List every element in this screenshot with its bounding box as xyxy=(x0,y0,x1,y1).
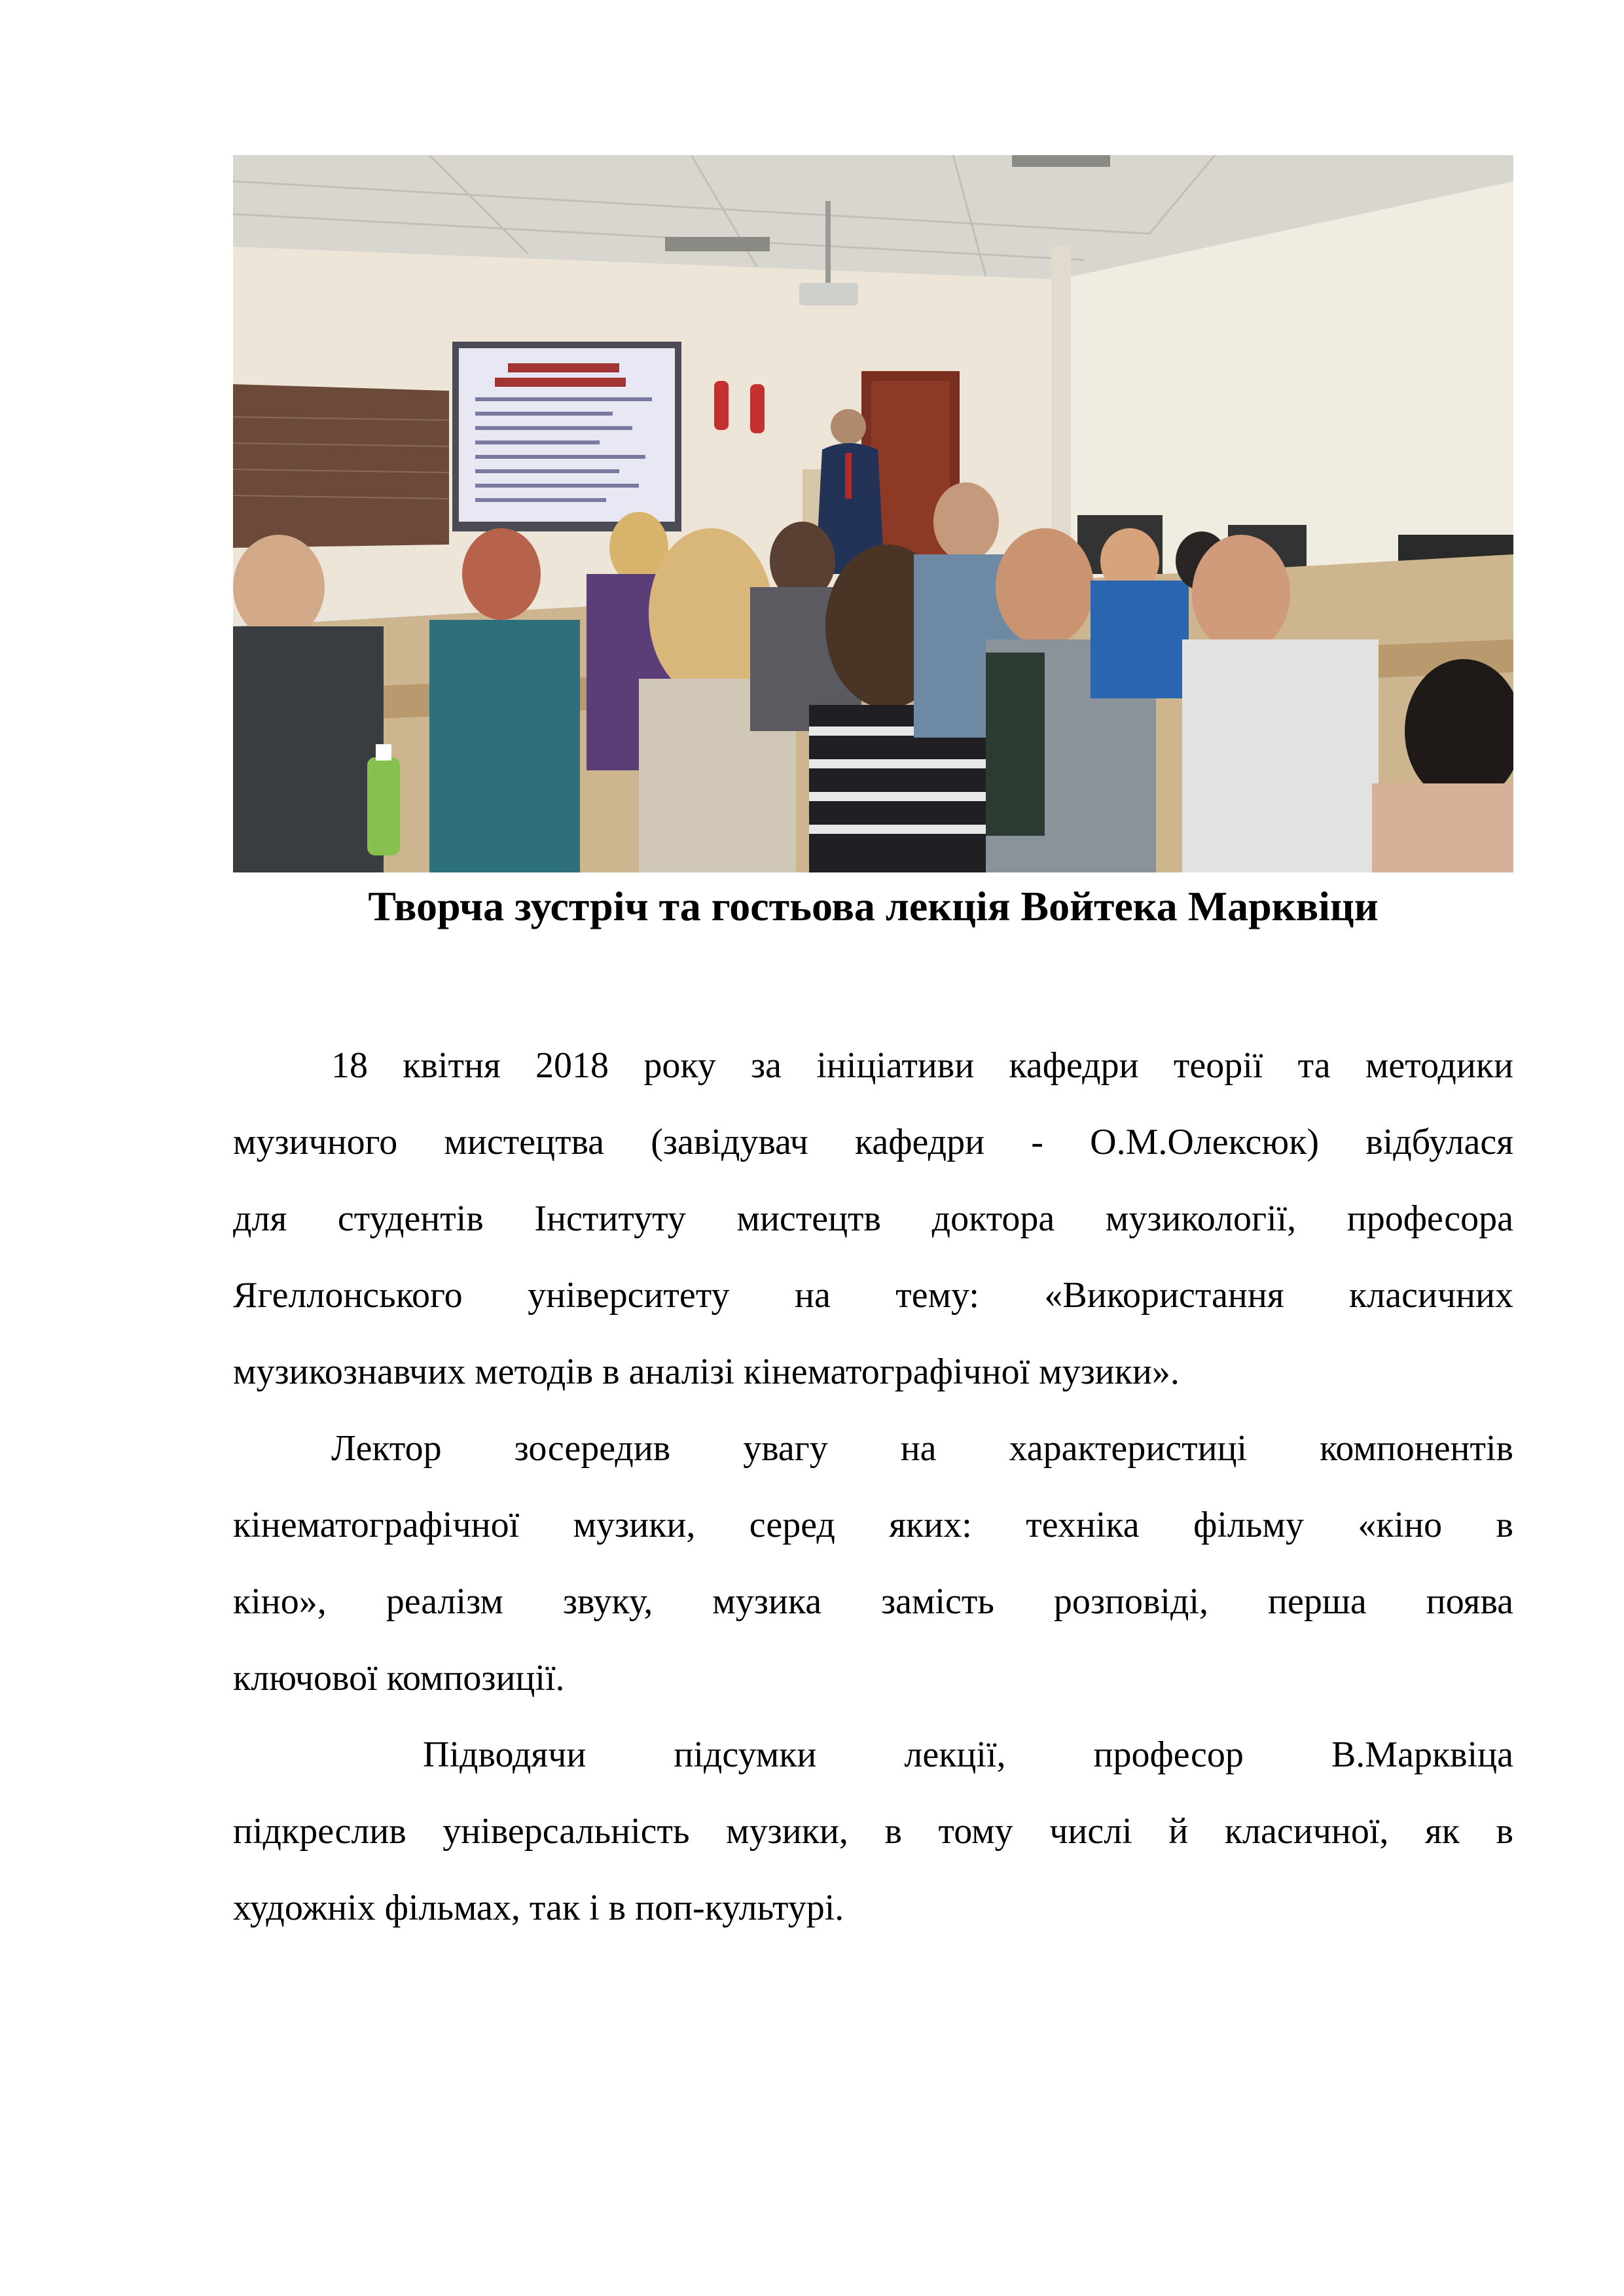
paragraph-1 xyxy=(233,1028,1513,1410)
text-line: музичного мистецтва (завідувач кафедри - О.М.Олексюк) відбулася xyxy=(233,1122,1513,1162)
text-line: художніх фільмах, так і в поп-культурі. xyxy=(233,1888,844,1928)
photo-caption: Творча зустріч та гостьова лекція Войтека Марквіци xyxy=(368,883,1379,929)
text-line: кінематографічної музики, серед яких: техніка фільму «кіно в xyxy=(233,1505,1513,1545)
text-line: Лектор зосередив увагу на характеристиці компонентів xyxy=(331,1428,1513,1469)
text-line: кіно», реалізм звуку, музика замість розповіді, перша поява xyxy=(233,1581,1513,1622)
lecture-photo xyxy=(233,155,1513,872)
text-line: для студентів Інституту мистецтв доктора музикології, професора xyxy=(233,1198,1513,1239)
text-line: музикознавчих методів в аналізі кінематографічної музики». xyxy=(233,1352,1180,1392)
text-line: Підводячи підсумки лекції, професор В.Марквіца xyxy=(423,1734,1513,1775)
text-line: Ягеллонського університету на тему: «Використання класичних xyxy=(233,1275,1513,1316)
lecture-photo-illustration xyxy=(233,155,1513,872)
paragraph-2 xyxy=(233,1410,1513,1717)
text-line: підкреслив універсальність музики, в тому числі й класичної, як в xyxy=(233,1811,1513,1852)
article-body xyxy=(233,1028,1513,1946)
text-line: ключової композиції. xyxy=(233,1658,565,1698)
text-line: 18 квітня 2018 року за ініціативи кафедри теорії та методики xyxy=(331,1045,1513,1086)
paragraph-3 xyxy=(233,1717,1513,1946)
